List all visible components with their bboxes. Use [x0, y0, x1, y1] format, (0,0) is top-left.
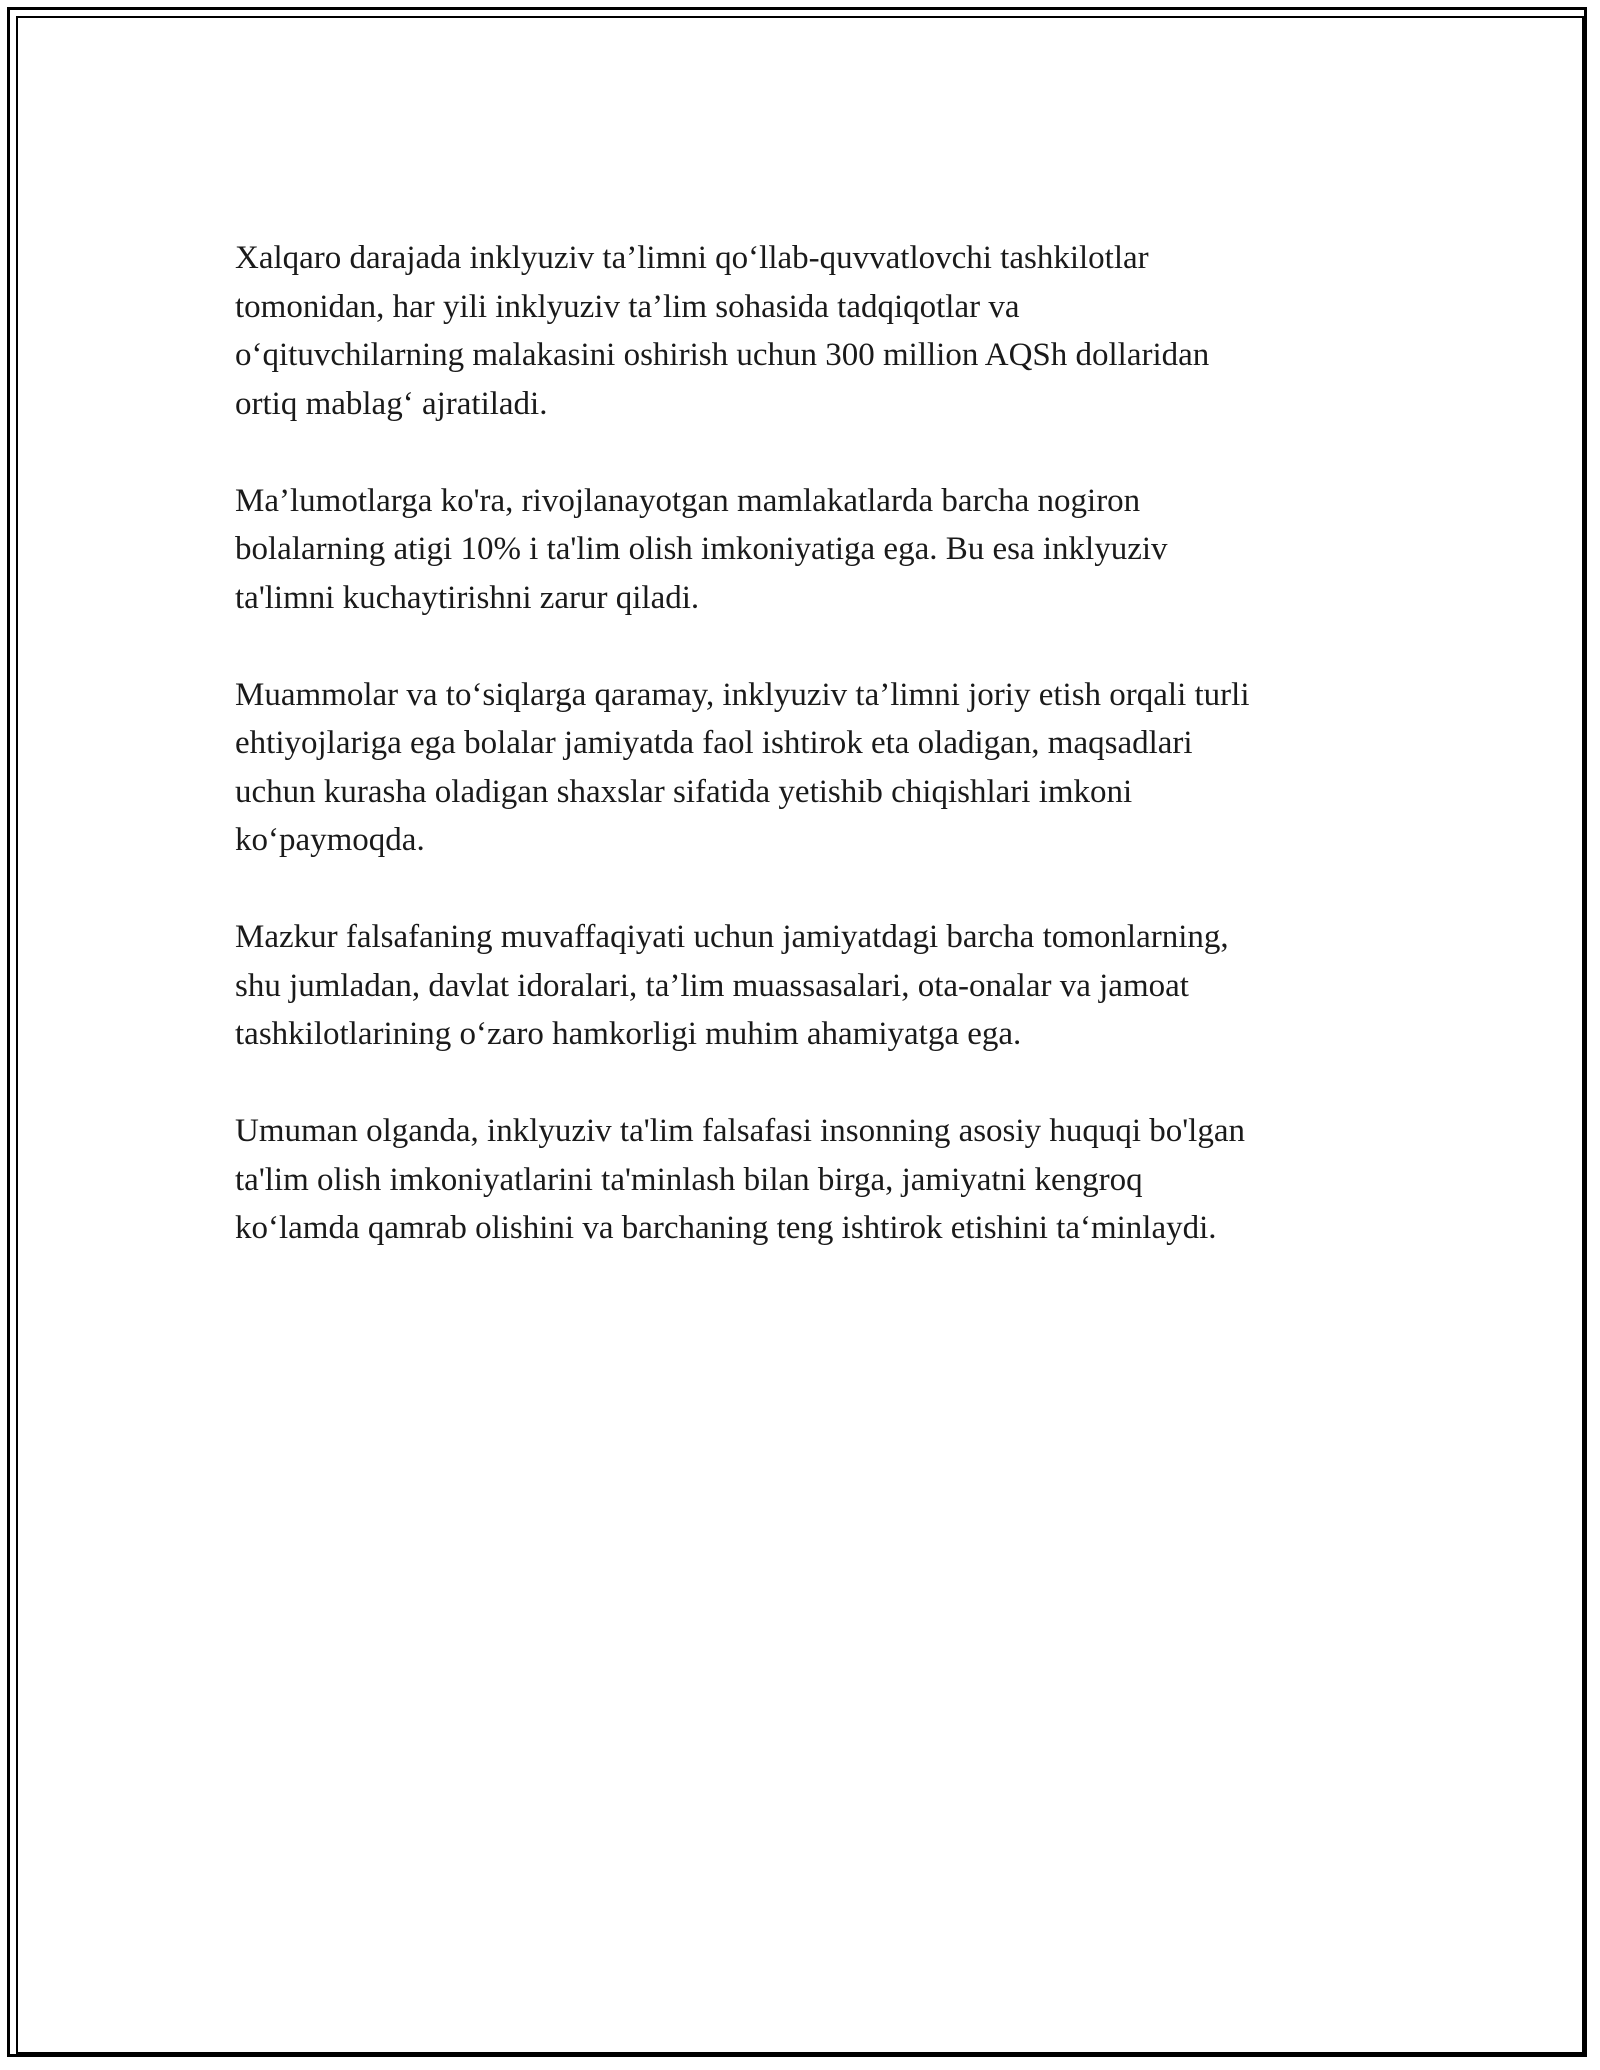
- paragraph-2: [235, 477, 1375, 623]
- paragraph-line: ta'limni kuchaytirishni zarur qiladi.: [235, 579, 700, 616]
- paragraph-line: Xalqaro darajada inklyuziv ta’limni qo‘llab-quvvatlovchi tashkilotlar: [235, 240, 1149, 276]
- paragraph-line: Umuman olganda, inklyuziv ta'lim falsafasi insonning asosiy huquqi bo'lgan: [235, 1113, 1245, 1149]
- paragraph-line: Ma’lumotlarga ko'ra, rivojlanayotgan mamlakatlarda barcha nogiron: [235, 482, 1141, 519]
- paragraph-line: o‘qituvchilarning malakasini oshirish uchun 300 million AQSh dollaridan: [235, 337, 1210, 373]
- paragraph-line: uchun kurasha oladigan shaxslar sifatida yetishib chiqishlari imkoni: [235, 773, 1133, 810]
- paragraph-line: ko‘paymoqda.: [235, 822, 425, 858]
- paragraph-line: shu jumladan, davlat idoralari, ta’lim muassasalari, ota-onalar va jamoat: [235, 967, 1189, 1004]
- paragraph-4: [235, 913, 1375, 1059]
- paragraph-line: ko‘lamda qamrab olishini va barchaning teng ishtirok etishini ta‘minlaydi.: [235, 1210, 1217, 1246]
- paragraph-1: [235, 234, 1375, 428]
- paragraph-line: ortiq mablag‘ ajratiladi.: [235, 385, 548, 422]
- paragraph-5: [235, 1107, 1375, 1253]
- paragraph-line: tomonidan, har yili inklyuziv ta’lim sohasida tadqiqotlar va: [235, 288, 1020, 325]
- paragraph-line: Mazkur falsafaning muvaffaqiyati uchun jamiyatdagi barcha tomonlarning,: [235, 919, 1229, 955]
- paragraph-line: bolalarning atigi 10% i ta'lim olish imkoniyatiga ega. Bu esa inklyuziv: [235, 531, 1168, 567]
- paragraph-line: Muammolar va to‘siqlarga qaramay, inklyuziv ta’limni joriy etish orqali turli: [235, 676, 1250, 713]
- paragraph-line: ehtiyojlariga ega bolalar jamiyatda faol ishtirok eta oladigan, maqsadlari: [235, 725, 1193, 761]
- paragraph-line: ta'lim olish imkoniyatlarini ta'minlash bilan birga, jamiyatni kengroq: [235, 1161, 1143, 1198]
- paragraph-3: [235, 671, 1375, 865]
- document-body: [235, 234, 1375, 1301]
- paragraph-line: tashkilotlarining o‘zaro hamkorligi muhim ahamiyatga ega.: [235, 1016, 1022, 1052]
